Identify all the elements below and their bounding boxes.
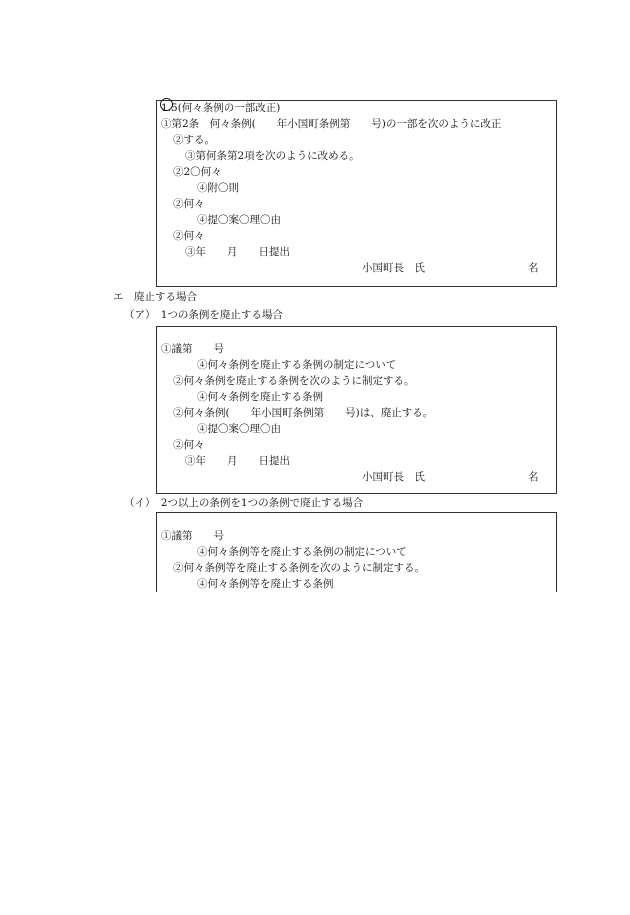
repeal-line: ②何々条例を廃止する条例を次のように制定する。 <box>173 375 415 387</box>
mayor-title: 小国町長 氏 <box>362 471 425 483</box>
submission-date: ③年 月 日提出 <box>185 246 290 258</box>
mayor-name-char: 名 <box>528 262 539 274</box>
repeal-line: ②何々条例等を廃止する条例を次のように制定する。 <box>173 562 425 574</box>
amendment-line: ②何々 <box>173 198 205 210</box>
bill-number: ①議第 号 <box>161 530 224 542</box>
amendment-line: ③第何条第2項を次のように改める。 <box>185 150 360 162</box>
amendment-title: 1.5(何々条例の一部改正) <box>161 102 281 114</box>
repeal-line: ②何々条例( 年小国町条例第 号)は、廃止する。 <box>173 407 434 419</box>
mayor-name-char: 名 <box>528 471 539 483</box>
subsection-heading: （ア） 1つの条例を廃止する場合 <box>124 309 283 321</box>
amendment-line: ①第2条 何々条例( 年小国町条例第 号)の一部を次のように改正 <box>161 118 502 130</box>
repeal-line: ②何々 <box>173 439 205 451</box>
mayor-title: 小国町長 氏 <box>362 262 425 274</box>
repeal-line: ④提〇案〇理〇由 <box>197 423 281 435</box>
submission-date: ③年 月 日提出 <box>185 455 290 467</box>
repeal-line: ④何々条例を廃止する条例 <box>197 391 323 403</box>
amendment-line: ②する。 <box>173 134 215 146</box>
bill-number: ①議第 号 <box>161 343 224 355</box>
amendment-line: ④附〇則 <box>197 182 239 194</box>
amendment-line: ④提〇案〇理〇由 <box>197 214 281 226</box>
repeal-line: ④何々条例等を廃止する条例 <box>197 578 334 590</box>
amendment-line: ②何々 <box>173 230 205 242</box>
section-heading: エ 廃止する場合 <box>113 291 197 303</box>
subsection-heading: （イ） 2つ以上の条例を1つの条例で廃止する場合 <box>124 497 364 509</box>
repeal-line: ④何々条例を廃止する条例の制定について <box>197 359 397 371</box>
repeal-line: ④何々条例等を廃止する条例の制定について <box>197 546 407 558</box>
amendment-line: ②2〇何々 <box>173 166 222 178</box>
